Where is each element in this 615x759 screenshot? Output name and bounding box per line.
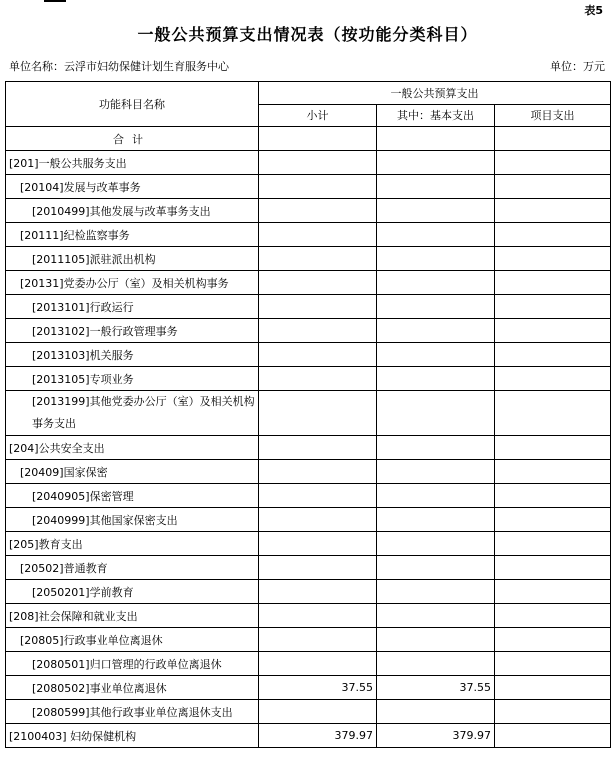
row-subtotal xyxy=(259,436,377,460)
row-project xyxy=(495,319,611,343)
row-subtotal xyxy=(259,247,377,271)
table-row xyxy=(6,532,611,556)
table-row xyxy=(6,556,611,580)
row-name: [2040905]保密管理 xyxy=(6,484,259,508)
header-row-1 xyxy=(6,82,611,105)
row-subtotal xyxy=(259,484,377,508)
row-subtotal: 37.55 xyxy=(259,676,377,700)
table-row xyxy=(6,700,611,724)
row-subtotal xyxy=(259,343,377,367)
row-basic xyxy=(377,484,495,508)
row-name: [2040999]其他国家保密支出 xyxy=(6,508,259,532)
row-basic xyxy=(377,319,495,343)
row-project xyxy=(495,175,611,199)
budget-expenditure-table xyxy=(5,81,611,748)
row-project xyxy=(495,556,611,580)
row-basic xyxy=(377,271,495,295)
header-general-budget: 一般公共预算支出 xyxy=(259,82,611,105)
row-basic xyxy=(377,199,495,223)
table-row xyxy=(6,628,611,652)
row-project xyxy=(495,199,611,223)
table-row xyxy=(6,724,611,748)
row-name: [2013102]一般行政管理事务 xyxy=(6,319,259,343)
row-basic xyxy=(377,151,495,175)
row-basic xyxy=(377,556,495,580)
row-project xyxy=(495,532,611,556)
row-project xyxy=(495,580,611,604)
row-basic xyxy=(377,628,495,652)
table-row xyxy=(6,319,611,343)
row-name: [2013105]专项业务 xyxy=(6,367,259,391)
row-project xyxy=(495,223,611,247)
row-project xyxy=(495,700,611,724)
row-subtotal xyxy=(259,604,377,628)
table-row xyxy=(6,508,611,532)
row-subtotal xyxy=(259,199,377,223)
row-basic xyxy=(377,223,495,247)
table-row xyxy=(6,580,611,604)
row-name: [205]教育支出 xyxy=(6,532,259,556)
row-name: [208]社会保障和就业支出 xyxy=(6,604,259,628)
total-subtotal xyxy=(259,127,377,151)
row-project xyxy=(495,652,611,676)
row-name: [20131]党委办公厅（室）及相关机构事务 xyxy=(6,271,259,295)
row-subtotal xyxy=(259,460,377,484)
row-project xyxy=(495,343,611,367)
table-row xyxy=(6,151,611,175)
row-project xyxy=(495,508,611,532)
row-subtotal xyxy=(259,391,377,436)
row-project xyxy=(495,484,611,508)
page-title: 一般公共预算支出情况表（按功能分类科目） xyxy=(137,25,478,44)
row-basic xyxy=(377,436,495,460)
header-project-expenditure: 项目支出 xyxy=(495,104,611,127)
row-subtotal xyxy=(259,295,377,319)
row-subtotal xyxy=(259,271,377,295)
row-project xyxy=(495,628,611,652)
row-subtotal xyxy=(259,628,377,652)
row-subtotal xyxy=(259,652,377,676)
row-subtotal xyxy=(259,556,377,580)
row-name: [2080599]其他行政事业单位离退休支出 xyxy=(6,700,259,724)
row-name: [20409]国家保密 xyxy=(6,460,259,484)
row-basic xyxy=(377,532,495,556)
row-project xyxy=(495,391,611,436)
table-row xyxy=(6,223,611,247)
row-basic xyxy=(377,580,495,604)
row-project xyxy=(495,271,611,295)
row-subtotal xyxy=(259,319,377,343)
row-basic xyxy=(377,460,495,484)
row-basic xyxy=(377,652,495,676)
row-project xyxy=(495,460,611,484)
row-subtotal xyxy=(259,151,377,175)
row-subtotal xyxy=(259,367,377,391)
row-name: [2011105]派驻派出机构 xyxy=(6,247,259,271)
table-row xyxy=(6,367,611,391)
table-row xyxy=(6,484,611,508)
row-project xyxy=(495,151,611,175)
table-number: 表5 xyxy=(584,4,603,17)
table-row xyxy=(6,247,611,271)
table-row xyxy=(6,676,611,700)
row-project xyxy=(495,604,611,628)
table-row xyxy=(6,652,611,676)
header-basic-expenditure: 其中：基本支出 xyxy=(377,104,495,127)
row-basic xyxy=(377,700,495,724)
row-basic xyxy=(377,175,495,199)
row-name: [2080501]归口管理的行政单位离退休 xyxy=(6,652,259,676)
row-basic xyxy=(377,343,495,367)
row-basic: 37.55 xyxy=(377,676,495,700)
row-basic xyxy=(377,508,495,532)
row-basic xyxy=(377,391,495,436)
row-name: [2100403] 妇幼保健机构 xyxy=(6,724,259,748)
header-subtotal: 小计 xyxy=(259,104,377,127)
row-basic xyxy=(377,367,495,391)
table-row xyxy=(6,199,611,223)
total-row xyxy=(6,127,611,151)
row-subtotal: 379.97 xyxy=(259,724,377,748)
row-subtotal xyxy=(259,700,377,724)
row-project xyxy=(495,724,611,748)
table-row xyxy=(6,295,611,319)
top-rule xyxy=(44,0,66,2)
row-project xyxy=(495,367,611,391)
table-row xyxy=(6,271,611,295)
row-basic xyxy=(377,295,495,319)
table-row xyxy=(6,391,611,436)
table-row xyxy=(6,460,611,484)
row-basic xyxy=(377,604,495,628)
row-name: [204]公共安全支出 xyxy=(6,436,259,460)
table-row xyxy=(6,175,611,199)
row-project xyxy=(495,676,611,700)
row-name: [2013103]机关服务 xyxy=(6,343,259,367)
row-project xyxy=(495,295,611,319)
row-project xyxy=(495,247,611,271)
money-unit: 单位：万元 xyxy=(550,60,605,73)
row-name: [20104]发展与改革事务 xyxy=(6,175,259,199)
total-project xyxy=(495,127,611,151)
row-project xyxy=(495,436,611,460)
row-basic xyxy=(377,247,495,271)
table-row xyxy=(6,436,611,460)
row-name: [2013199]其他党委办公厅（室）及相关机构事务支出 xyxy=(6,391,259,436)
row-name: [20111]纪检监察事务 xyxy=(6,223,259,247)
row-name: [2050201]学前教育 xyxy=(6,580,259,604)
row-subtotal xyxy=(259,532,377,556)
unit-name: 单位名称：云浮市妇幼保健计划生育服务中心 xyxy=(9,60,229,73)
row-basic: 379.97 xyxy=(377,724,495,748)
row-subtotal xyxy=(259,508,377,532)
total-label: 合计 xyxy=(6,127,259,151)
row-subtotal xyxy=(259,175,377,199)
row-name: [20805]行政事业单位离退休 xyxy=(6,628,259,652)
row-name: [2010499]其他发展与改革事务支出 xyxy=(6,199,259,223)
row-name: [20502]普通教育 xyxy=(6,556,259,580)
row-name: [2080502]事业单位离退休 xyxy=(6,676,259,700)
row-subtotal xyxy=(259,580,377,604)
table-row xyxy=(6,343,611,367)
header-subject: 功能科目名称 xyxy=(6,82,259,127)
row-subtotal xyxy=(259,223,377,247)
total-basic xyxy=(377,127,495,151)
row-name: [201]一般公共服务支出 xyxy=(6,151,259,175)
table-row xyxy=(6,604,611,628)
row-name: [2013101]行政运行 xyxy=(6,295,259,319)
